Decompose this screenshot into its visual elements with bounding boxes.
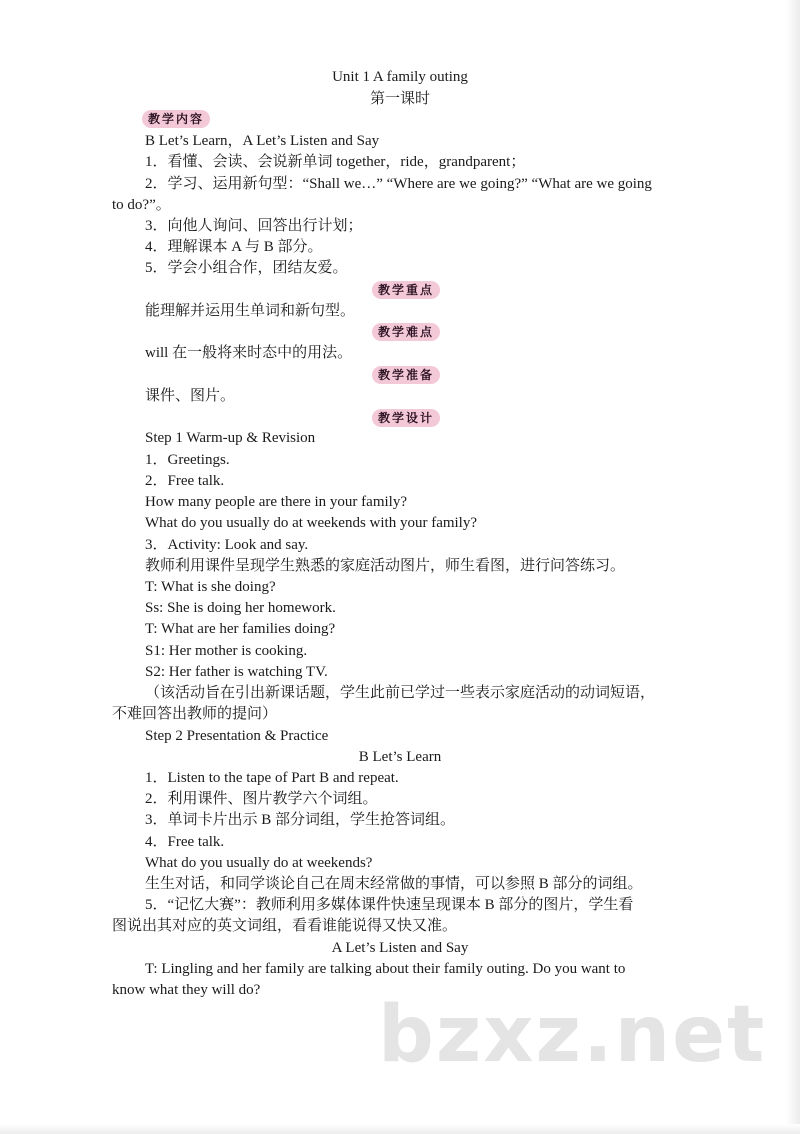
text-line: 1．Listen to the tape of Part B and repeat. <box>145 770 399 786</box>
text-line: 4．Free talk. <box>145 834 225 850</box>
text-line: （该活动旨在引出新课话题，学生此前已学过一些表示家庭活动的动词短语， <box>145 685 656 701</box>
text-line: B Let’s Learn，A Let’s Listen and Say <box>145 133 380 149</box>
text-line: 5．学会小组合作，团结友爱。 <box>145 260 348 276</box>
dialogue-line: S2: Her father is watching TV. <box>145 664 328 680</box>
text-line: 1．看懂、会读、会说新单词 together，ride，grandparent； <box>145 154 526 170</box>
dialogue-line: T: What is she doing? <box>145 579 276 595</box>
dialogue-line: Ss: She is doing her homework. <box>145 600 336 616</box>
text-line: What do you usually do at weekends? <box>145 855 373 871</box>
page-edge-shadow <box>786 0 800 1134</box>
text-line: 图说出其对应的英文词组，看看谁能说得又快又准。 <box>112 918 458 934</box>
text-line: 5．“记忆大赛”：教师利用多媒体课件快速呈现课本 B 部分的图片，学生看 <box>145 897 634 913</box>
step-heading: Step 1 Warm-up & Revision <box>145 430 316 446</box>
text-line: to do?”。 <box>112 197 171 213</box>
page-title: Unit 1 A family outing <box>332 69 468 85</box>
text-line: 教师利用课件呈现学生熟悉的家庭活动图片，师生看图，进行问答练习。 <box>145 558 626 574</box>
text-line: T: Lingling and her family are talking about their family outing. Do you want to <box>145 961 626 977</box>
section-badge-key-points: 教学重点 <box>372 281 440 299</box>
lesson-subtitle: 第一课时 <box>369 91 430 107</box>
dialogue-line: T: What are her families doing? <box>145 621 336 637</box>
dialogue-line: S1: Her mother is cooking. <box>145 643 308 659</box>
text-line: 3．Activity: Look and say. <box>145 537 309 553</box>
watermark-logo: bzxz.net <box>378 990 767 1080</box>
text-line: will 在一般将来时态中的用法。 <box>145 345 353 361</box>
page-edge-shadow <box>0 1124 800 1134</box>
section-badge-content: 教学内容 <box>142 110 210 128</box>
text-line: 1．Greetings. <box>145 452 230 468</box>
text-line: 能理解并运用生单词和新句型。 <box>145 303 356 319</box>
section-badge-difficulties: 教学难点 <box>372 323 440 341</box>
text-line: 不难回答出教师的提问） <box>112 706 278 722</box>
text-line: 4．理解课本 A 与 B 部分。 <box>145 239 323 255</box>
text-line: 3．单词卡片出示 B 部分词组，学生抢答词组。 <box>145 812 456 828</box>
section-badge-design: 教学设计 <box>372 409 440 427</box>
section-subheading: B Let’s Learn <box>358 749 442 765</box>
text-line: 2．学习、运用新句型：“Shall we…” “Where are we going?” “What are we going <box>145 176 652 192</box>
step-heading: Step 2 Presentation & Practice <box>145 728 329 744</box>
text-line: know what they will do? <box>112 982 261 998</box>
text-line: 2．利用课件、图片教学六个词组。 <box>145 791 378 807</box>
text-line: How many people are there in your family? <box>145 494 407 510</box>
text-line: What do you usually do at weekends with your family? <box>145 515 478 531</box>
text-line: 生生对话，和同学谈论自己在周末经常做的事情，可以参照 B 部分的词组。 <box>145 876 643 892</box>
text-line: 2．Free talk. <box>145 473 225 489</box>
text-line: 课件、图片。 <box>145 388 236 404</box>
text-line: 3．向他人询问、回答出行计划； <box>145 218 363 234</box>
section-badge-preparation: 教学准备 <box>372 366 440 384</box>
section-subheading: A Let’s Listen and Say <box>331 940 469 956</box>
